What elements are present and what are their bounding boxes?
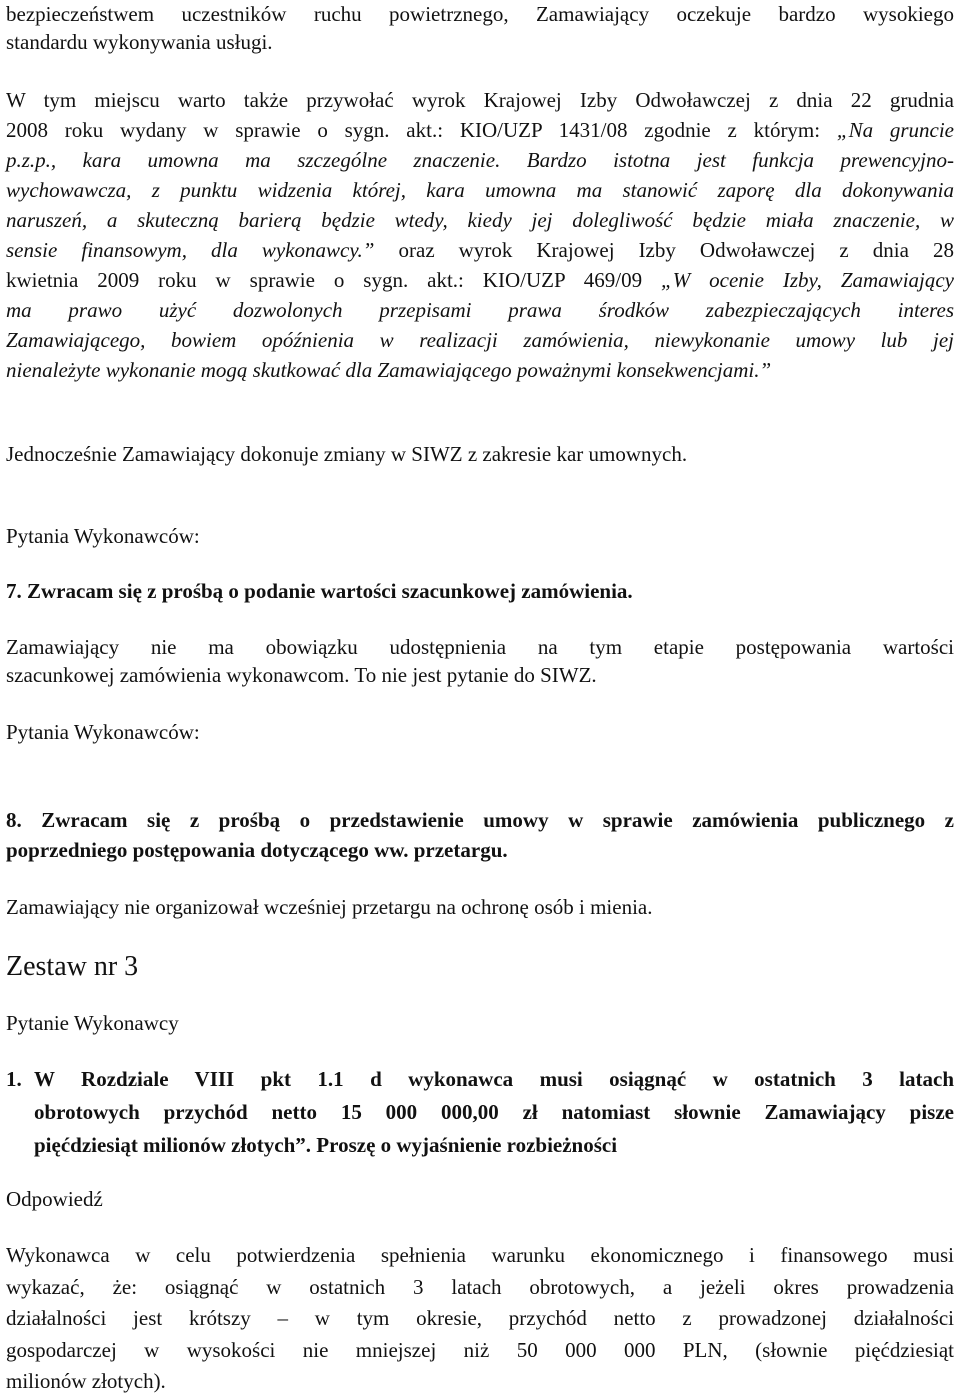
section-label-text: Pytanie Wykonawcy (6, 1011, 179, 1035)
question-8 (6, 805, 954, 865)
quote-run: nienależyte wykonanie mogą skutkować dla Zamawiającego poważnymi konsekwencjami.” (6, 358, 772, 382)
question-7 (6, 577, 954, 605)
section-label (6, 522, 954, 550)
text-line (6, 205, 954, 235)
text-line (6, 355, 954, 385)
text-run: 2008 roku wydany w sprawie o sygn. akt.: KIO/UZP 1431/08 zgodnie z którym: (6, 118, 837, 142)
text-line (6, 235, 954, 265)
answer-1 (6, 1240, 954, 1398)
text-line: Jednocześnie Zamawiający dokonuje zmiany w SIWZ z zakresie kar umownych. (6, 442, 688, 466)
text-line: Wykonawca w celu potwierdzenia spełnienia warunku ekonomicznego i finansowego musi (6, 1243, 954, 1267)
quote-run: „W ocenie Izby, Zamawiający (661, 268, 954, 292)
heading-set-3 (6, 950, 954, 984)
answer-label (6, 1185, 954, 1213)
quote-run: sensie finansowym, dla wykonawcy.” (6, 238, 375, 262)
text-line: Zamawiający nie ma obowiązku udostępnienia na tym etapie postępowania wartości (6, 635, 954, 659)
quote-run: „Na gruncie (836, 118, 955, 142)
section-label (6, 718, 954, 746)
quote-run: wychowawcza, z punktu widzenia której, kara umowna ma stanowić zaporę dla dokonywania (6, 178, 954, 202)
text-line: poprzedniego postępowania dotyczącego ww. przetargu. (6, 838, 508, 862)
text-line (6, 145, 954, 175)
answer-7 (6, 633, 954, 689)
text-line: Zamawiający nie organizował wcześniej przetargu na ochronę osób i mienia. (6, 895, 653, 919)
section-label-text: Pytania Wykonawców: (6, 720, 200, 744)
section-label-text: Pytania Wykonawców: (6, 524, 200, 548)
text-line (6, 175, 954, 205)
text-line (6, 265, 954, 295)
text-line: szacunkowej zamówienia wykonawcom. To nie jest pytanie do SIWZ. (6, 663, 597, 687)
text-line: bezpieczeństwem uczestników ruchu powietrznego, Zamawiający oczekuje bardzo wysokiego (6, 2, 954, 26)
text-line: milionów złotych). (6, 1369, 166, 1393)
heading-text: Zestaw nr 3 (6, 951, 139, 982)
text-line: standardu wykonywania usługi. (6, 30, 273, 54)
answer-label-text: Odpowiedź (6, 1187, 103, 1211)
text-line: wykazać, że: osiągnąć w ostatnich 3 latach obrotowych, a jeżeli okres prowadzenia (6, 1274, 954, 1299)
paragraph-changes (6, 440, 954, 468)
text-line (6, 115, 954, 145)
text-line: W tym miejscu warto także przywołać wyrok Krajowej Izby Odwoławczej z dnia 22 grudnia (6, 88, 954, 112)
quote-run: p.z.p., kara umowna ma szczególne znaczenie. Bardzo istotna jest funkcja prewencyjno- (6, 148, 954, 172)
quote-run: naruszeń, a skuteczną barierą będzie wtedy, kiedy jej dolegliwość będzie miała znaczenie, w (6, 208, 954, 232)
text-line: gospodarczej w wysokości nie mniejszej niż 50 000 000 PLN, (słownie pięćdziesiąt (6, 1337, 954, 1362)
text-line (6, 325, 954, 355)
question-number: 1. (6, 1067, 22, 1091)
text-line: działalności jest krótszy – w tym okresie, przychód netto z prowadzonej działalności (6, 1306, 954, 1330)
quote-run: Zamawiającego, bowiem opóźnienia w realizacji zamówienia, niewykonanie umowy lub jej (6, 328, 954, 352)
text-run: kwietnia 2009 roku w sprawie o sygn. akt.: KIO/UZP 469/09 (6, 268, 662, 292)
text-run: oraz wyrok Krajowej Izby Odwoławczej z dnia 28 (374, 238, 954, 262)
paragraph-rulings (6, 85, 954, 385)
text-line (6, 295, 954, 325)
text-line: 8. Zwracam się z prośbą o przedstawienie umowy w sprawie zamówienia publicznego z (6, 808, 954, 832)
question-text: 7. Zwracam się z prośbą o podanie wartości szacunkowej zamówienia. (6, 579, 633, 603)
section-label (6, 1009, 954, 1037)
text-line: W Rozdziale VIII pkt 1.1 d wykonawca musi osiągnąć w ostatnich 3 latach (34, 1067, 954, 1091)
text-line: pięćdziesiąt milionów złotych”. Proszę o wyjaśnienie rozbieżności (34, 1133, 618, 1157)
quote-run: ma prawo użyć dozwolonych przepisami prawa środków zabezpieczających interes (6, 298, 954, 322)
answer-8 (6, 893, 954, 921)
text-line: obrotowych przychód netto 15 000 000,00 zł natomiast słownie Zamawiający pisze (34, 1100, 954, 1124)
paragraph-continuation (6, 0, 954, 56)
